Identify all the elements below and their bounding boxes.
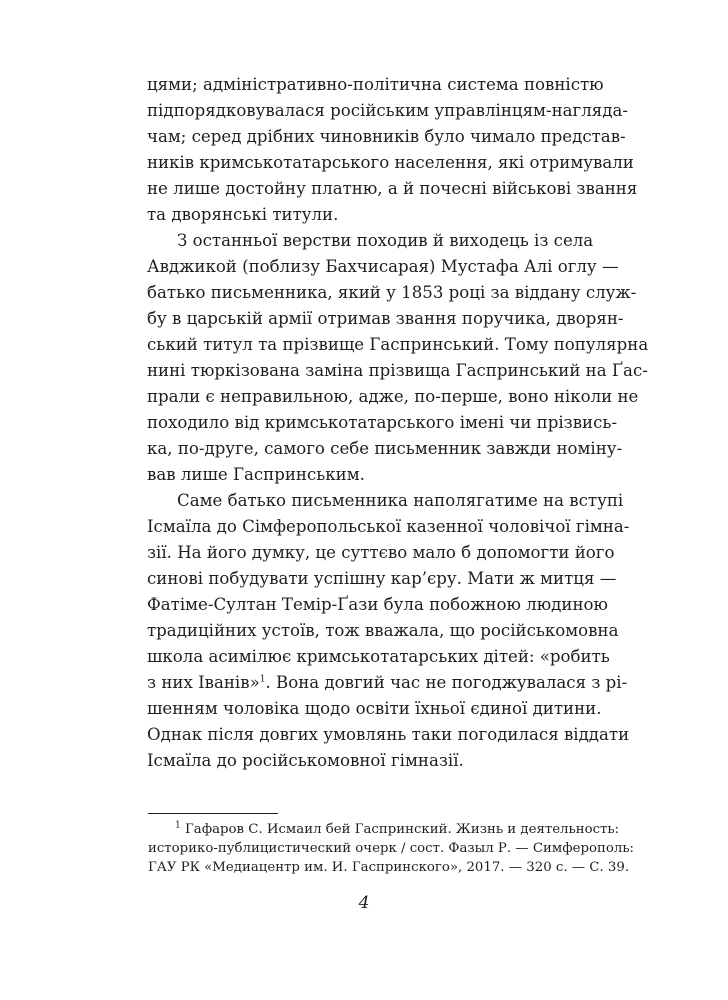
body-line: чам; серед дрібних чиновників було чимало представ- (147, 127, 626, 146)
footnote-line: историко-публицистический очерк / сост. Фазыл Р. — Симферополь: (148, 841, 635, 856)
body-line: Ісмаїла до Сімферопольської казенної чоловічої гімна- (147, 517, 630, 536)
footnote-reference[interactable]: 1 (259, 674, 266, 685)
body-text-segment: з них Іванів» (147, 673, 260, 692)
body-line: Авджикой (поблизу Бахчисарая) Мустафа Алі оглу — (147, 257, 619, 276)
body-line: шенням чоловіка щодо освіти їхньої єдиної дитини. (147, 699, 602, 718)
body-line: синові побудувати успішну кар’єру. Мати ж митця — (147, 569, 617, 588)
body-line: нині тюркізована заміна прізвища Гаспринський на Ґас- (147, 361, 648, 380)
footnote-text: Гафаров С. Исмаил бей Гаспринский. Жизнь и деятельность: (184, 822, 620, 837)
body-line: не лише достойну платню, а й почесні військові звання (147, 179, 638, 198)
page-number: 4 (358, 893, 370, 913)
footnote-marker: 1 (175, 820, 181, 831)
body-line: Однак після довгих умовлянь таки погодилася віддати (147, 725, 630, 744)
body-line: батько письменника, який у 1853 році за віддану служ- (147, 283, 637, 302)
body-line: ників кримськотатарського населення, які отримували (147, 153, 634, 172)
body-line: Ісмаїла до російськомовної гімназії. (147, 751, 464, 770)
body-line: та дворянські титули. (147, 205, 339, 224)
body-line: бу в царській армії отримав звання поручика, дворян- (147, 309, 624, 328)
body-line: підпорядковувалася російським управлінцям-нагляда- (147, 101, 628, 120)
body-line: Саме батько письменника наполягатиме на вступі (177, 491, 624, 510)
footnote-separator (148, 813, 278, 814)
body-line: З останньої верстви походив й виходець із села (177, 231, 594, 250)
body-line-with-footnote-ref (147, 673, 628, 693)
footnote-line: ГАУ РК «Медиацентр им. И. Гаспринского», 2017. — 320 с. — С. 39. (148, 860, 630, 875)
body-line: зії. На його думку, це суттєво мало б допомогти його (147, 543, 615, 562)
body-line: походило від кримськотатарського імені чи прізвись- (147, 413, 618, 432)
body-line: вав лише Гаспринським. (147, 465, 365, 484)
body-line: прали є неправильною, адже, по-перше, воно ніколи не (147, 387, 639, 406)
body-line: школа асимілює кримськотатарських дітей: «робить (147, 647, 610, 666)
body-text-segment: . Вона довгий час не погоджувалася з рі- (265, 673, 628, 692)
footnote-line (175, 820, 620, 838)
body-line: ський титул та прізвище Гаспринський. Тому популярна (147, 335, 649, 354)
body-line: цями; адміністративно-політична система повністю (147, 75, 604, 94)
body-line: ка, по-друге, самого себе письменник завжди номіну- (147, 439, 623, 458)
body-line: традиційних устоїв, тож вважала, що російськомовна (147, 621, 619, 640)
body-line: Фатіме-Султан Темір-Ґази була побожною людиною (147, 595, 608, 614)
